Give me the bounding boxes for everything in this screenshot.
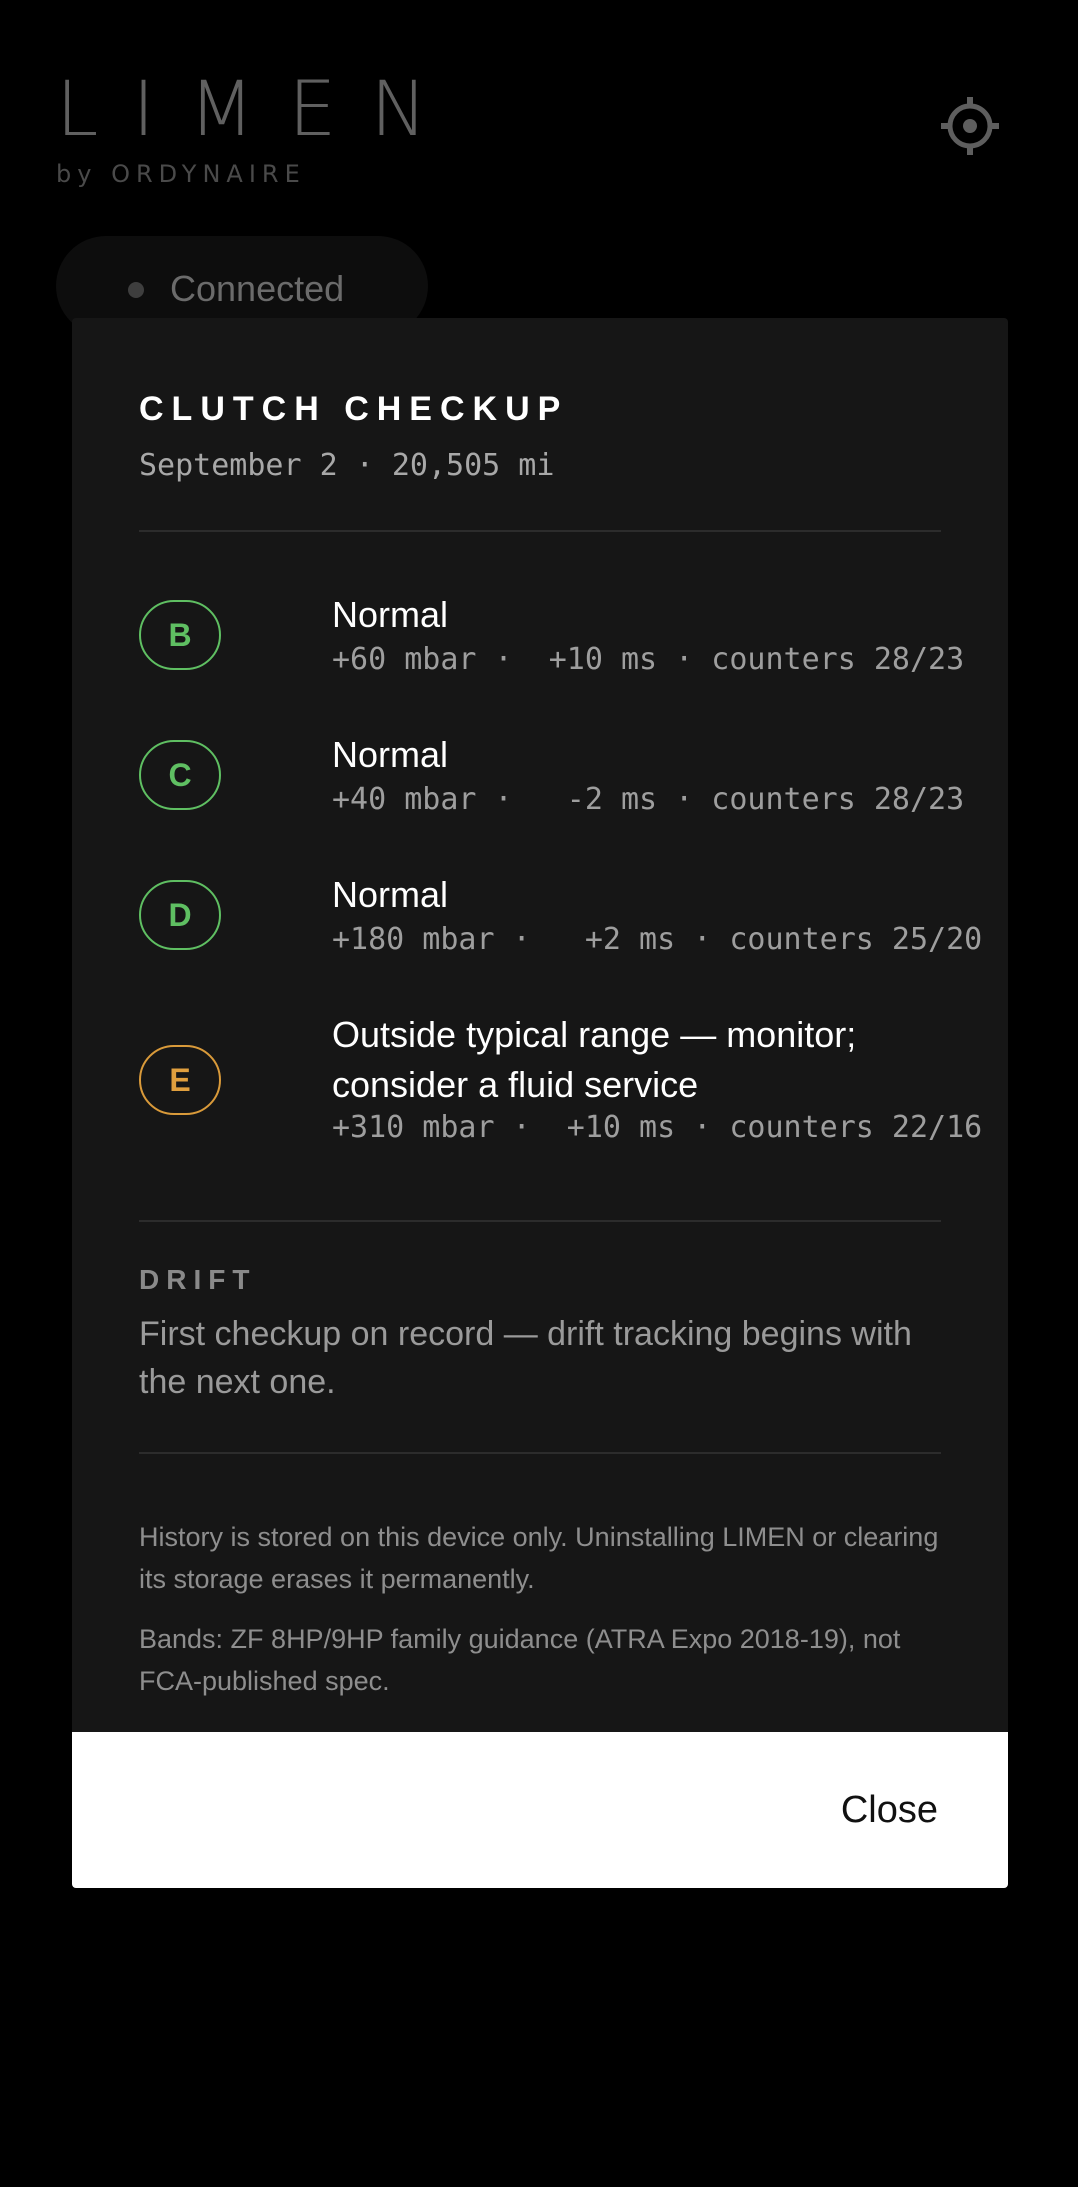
result-status: Normal — [332, 594, 449, 635]
result-metrics: +60 mbar · +10 ms · counters 28/23 — [332, 642, 965, 677]
brand-title: LIMEN — [56, 64, 462, 153]
result-status: Normal — [332, 874, 449, 915]
dialog-title: CLUTCH CHECKUP — [139, 390, 569, 428]
result-metrics: +40 mbar · -2 ms · counters 28/23 — [332, 782, 965, 817]
gear-icon — [939, 95, 1001, 157]
app-header — [0, 0, 1078, 320]
settings-button[interactable] — [930, 86, 1010, 166]
drift-section-label: DRIFT — [139, 1264, 257, 1295]
result-metrics: +180 mbar · +2 ms · counters 25/20 — [332, 922, 983, 957]
status-dot-icon — [128, 282, 144, 298]
bands-note: Bands: ZF 8HP/9HP family guidance (ATRA Expo 2018-19), not FCA-published spec. — [139, 1624, 901, 1696]
clutch-checkup-dialog — [72, 318, 1008, 1888]
divider — [139, 1220, 941, 1222]
drift-text: First checkup on record — drift tracking begins with the next one. — [139, 1315, 912, 1401]
divider — [139, 1452, 941, 1454]
connection-status-label: Connected — [170, 268, 345, 309]
clutch-badge: E — [139, 1045, 221, 1115]
divider — [139, 530, 941, 532]
result-metrics: +310 mbar · +10 ms · counters 22/16 — [332, 1110, 983, 1145]
clutch-badge: D — [139, 880, 221, 950]
clutch-badge: C — [139, 740, 221, 810]
clutch-badge: B — [139, 600, 221, 670]
dialog-footer — [72, 1732, 1008, 1888]
storage-note: History is stored on this device only. Uninstalling LIMEN or clearing its storage erases it permanently. — [139, 1522, 939, 1594]
result-status: Outside typical range — monitor; consider a fluid service — [332, 1014, 857, 1105]
brand-subtitle: by ORDYNAIRE — [56, 160, 306, 188]
dialog-subtitle: September 2 · 20,505 mi — [139, 448, 555, 483]
result-status: Normal — [332, 734, 449, 775]
close-button[interactable]: Close — [821, 1776, 958, 1844]
